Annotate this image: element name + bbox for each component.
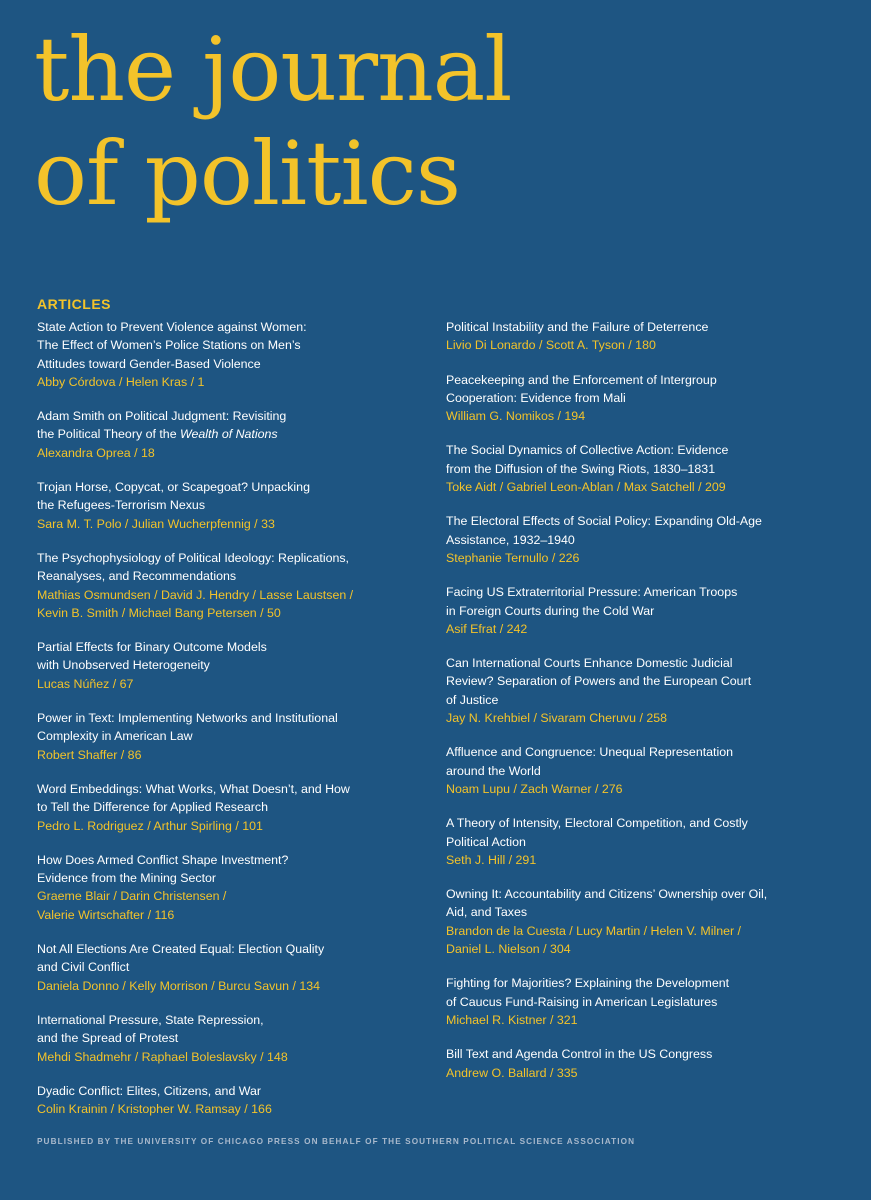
- article-title-line: Partial Effects for Binary Outcome Models: [37, 640, 267, 655]
- article-title-line: A Theory of Intensity, Electoral Competition, and Costly: [446, 816, 748, 831]
- article-byline: [446, 851, 846, 869]
- article-byline-line: Seth J. Hill / 291: [446, 852, 537, 867]
- article-entry: [446, 885, 846, 958]
- article-title-line: Dyadic Conflict: Elites, Citizens, and War: [37, 1083, 262, 1098]
- article-byline: [446, 780, 846, 798]
- article-byline: [37, 977, 407, 995]
- article-byline-line: Graeme Blair / Darin Christensen /: [37, 889, 227, 904]
- article-title-line: from the Diffusion of the Swing Riots, 1830–1831: [446, 461, 716, 476]
- article-byline-line: Lucas Núñez / 67: [37, 676, 134, 691]
- article-entry: [446, 371, 846, 426]
- article-byline: [37, 887, 407, 924]
- article-title: [446, 654, 846, 709]
- article-title-line: the Refugees-Terrorism Nexus: [37, 498, 206, 513]
- article-byline-line: Valerie Wirtschafter / 116: [37, 907, 175, 922]
- article-title-line: Cooperation: Evidence from Mali: [446, 390, 626, 405]
- article-byline: [37, 1048, 407, 1066]
- article-title: [37, 1011, 407, 1048]
- article-entry: [446, 318, 846, 355]
- article-title: [446, 318, 846, 336]
- article-title-line: The Effect of Women’s Police Stations on Men’s: [37, 338, 301, 353]
- article-byline-line: Toke Aidt / Gabriel Leon-Ablan / Max Satchell / 209: [446, 480, 726, 495]
- article-title-line: Review? Separation of Powers and the European Court: [446, 674, 752, 689]
- article-entry: [446, 743, 846, 798]
- article-entry: [37, 851, 407, 924]
- article-byline: [37, 586, 407, 623]
- article-byline-line: Livio Di Lonardo / Scott A. Tyson / 180: [446, 338, 656, 353]
- section-label-articles: ARTICLES: [37, 296, 111, 312]
- article-entry: [446, 1045, 846, 1082]
- article-title-line: to Tell the Difference for Applied Research: [37, 800, 268, 815]
- article-entry: [446, 512, 846, 567]
- article-byline: [37, 373, 407, 391]
- article-title: [446, 1045, 846, 1063]
- article-byline-line: Robert Shaffer / 86: [37, 747, 142, 762]
- article-entry: [37, 780, 407, 835]
- article-entry: [37, 638, 407, 693]
- article-title-line: Owning It: Accountability and Citizens’ Ownership over Oil,: [446, 887, 768, 902]
- article-title: [446, 814, 846, 851]
- article-title-line: The Electoral Effects of Social Policy: Expanding Old-Age: [446, 514, 762, 529]
- article-byline: [446, 709, 846, 727]
- article-byline-line: Daniel L. Nielson / 304: [446, 942, 571, 957]
- article-byline: [446, 407, 846, 425]
- article-byline-line: Michael R. Kistner / 321: [446, 1012, 578, 1027]
- article-title: [446, 371, 846, 408]
- article-title: [37, 478, 407, 515]
- article-title-line: Fighting for Majorities? Explaining the Development: [446, 976, 730, 991]
- publisher-footer: PUBLISHED BY THE UNIVERSITY OF CHICAGO PRESS ON BEHALF OF THE SOUTHERN POLITICAL SCIENCE ASSOCIATION: [37, 1137, 636, 1146]
- article-title-line: The Social Dynamics of Collective Action: Evidence: [446, 443, 729, 458]
- article-byline-line: Stephanie Ternullo / 226: [446, 550, 580, 565]
- article-title: [37, 709, 407, 746]
- article-entry: [37, 549, 407, 622]
- article-entry: [37, 1011, 407, 1066]
- article-title-text: the Political Theory of the: [37, 427, 181, 442]
- article-title-line: around the World: [446, 763, 541, 778]
- article-byline-line: Daniela Donno / Kelly Morrison / Burcu Savun / 134: [37, 978, 321, 993]
- article-entry: [446, 583, 846, 638]
- journal-title-line-1: the journal: [34, 18, 512, 121]
- article-title-line: International Pressure, State Repression,: [37, 1012, 264, 1027]
- article-entry: [37, 318, 407, 391]
- article-title-line: Evidence from the Mining Sector: [37, 871, 217, 886]
- article-title-line: Aid, and Taxes: [446, 905, 528, 920]
- article-byline-line: Sara M. T. Polo / Julian Wucherpfennig / 33: [37, 516, 275, 531]
- article-byline: [446, 922, 846, 959]
- article-entry: [446, 974, 846, 1029]
- article-title-line: The Psychophysiology of Political Ideology: Replications,: [37, 550, 349, 565]
- article-title: [37, 780, 407, 817]
- article-byline: [37, 746, 407, 764]
- article-title-line: How Does Armed Conflict Shape Investment?: [37, 852, 289, 867]
- article-title: [446, 441, 846, 478]
- article-byline-line: Noam Lupu / Zach Warner / 276: [446, 781, 623, 796]
- articles-column-right: [446, 318, 846, 1098]
- article-entry: [37, 709, 407, 764]
- article-title-italic: Wealth of Nations: [180, 427, 278, 442]
- article-byline: [37, 817, 407, 835]
- article-byline: [37, 515, 407, 533]
- article-title: [446, 974, 846, 1011]
- article-byline: [37, 675, 407, 693]
- article-title-line: Adam Smith on Political Judgment: Revisiting: [37, 409, 287, 424]
- article-byline-line: Jay N. Krehbiel / Sivaram Cheruvu / 258: [446, 711, 668, 726]
- article-title-line: and Civil Conflict: [37, 960, 130, 975]
- article-title: [37, 1082, 407, 1100]
- article-title-line: Can International Courts Enhance Domestic Judicial: [446, 656, 733, 671]
- article-byline: [446, 1064, 846, 1082]
- journal-title: [34, 18, 511, 226]
- article-title: [446, 512, 846, 549]
- article-title-line: Complexity in American Law: [37, 729, 193, 744]
- article-byline: [446, 620, 846, 638]
- article-byline: [446, 549, 846, 567]
- article-title-line: Attitudes toward Gender-Based Violence: [37, 356, 261, 371]
- article-byline-line: Pedro L. Rodriguez / Arthur Spirling / 101: [37, 818, 263, 833]
- article-title: [37, 851, 407, 888]
- article-title-line: with Unobserved Heterogeneity: [37, 658, 210, 673]
- article-title: [446, 583, 846, 620]
- article-title-line: Assistance, 1932–1940: [446, 532, 575, 547]
- article-byline-line: Abby Córdova / Helen Kras / 1: [37, 374, 205, 389]
- article-title: [446, 885, 846, 922]
- article-title-line: in Foreign Courts during the Cold War: [446, 603, 655, 618]
- article-byline: [446, 478, 846, 496]
- article-byline: [446, 336, 846, 354]
- article-byline-line: Brandon de la Cuesta / Lucy Martin / Helen V. Milner /: [446, 923, 742, 938]
- article-byline-line: Andrew O. Ballard / 335: [446, 1065, 578, 1080]
- article-title-line: Reanalyses, and Recommendations: [37, 569, 237, 584]
- article-entry: [37, 407, 407, 462]
- article-entry: [446, 654, 846, 727]
- article-entry: [37, 1082, 407, 1119]
- article-byline: [37, 1100, 407, 1118]
- article-title-line: Bill Text and Agenda Control in the US Congress: [446, 1047, 713, 1062]
- article-title-line: Power in Text: Implementing Networks and Institutional: [37, 711, 338, 726]
- article-entry: [37, 940, 407, 995]
- article-title-line: of Caucus Fund-Raising in American Legislatures: [446, 994, 718, 1009]
- article-byline-line: Colin Krainin / Kristopher W. Ramsay / 166: [37, 1102, 272, 1117]
- article-entry: [446, 441, 846, 496]
- journal-title-line-2: of politics: [34, 122, 461, 225]
- article-title-line: Peacekeeping and the Enforcement of Intergroup: [446, 372, 717, 387]
- article-title: [37, 638, 407, 675]
- article-byline-line: Mathias Osmundsen / David J. Hendry / Lasse Laustsen /: [37, 587, 354, 602]
- article-byline-line: Alexandra Oprea / 18: [37, 445, 155, 460]
- article-byline-line: Kevin B. Smith / Michael Bang Petersen / 50: [37, 605, 281, 620]
- article-title-line: of Justice: [446, 692, 499, 707]
- article-title: [446, 743, 846, 780]
- article-byline: [37, 444, 407, 462]
- article-title-line: Facing US Extraterritorial Pressure: American Troops: [446, 585, 738, 600]
- article-title-line: Affluence and Congruence: Unequal Representation: [446, 745, 734, 760]
- article-title: [37, 940, 407, 977]
- article-title-line: Political Instability and the Failure of Deterrence: [446, 320, 709, 334]
- article-byline-line: William G. Nomikos / 194: [446, 409, 586, 424]
- article-title-line: Trojan Horse, Copycat, or Scapegoat? Unpacking: [37, 480, 310, 495]
- article-entry: [37, 478, 407, 533]
- articles-column-left: [37, 318, 407, 1134]
- article-title-line: Word Embeddings: What Works, What Doesn’t, and How: [37, 781, 350, 796]
- article-title-line: Political Action: [446, 834, 526, 849]
- article-byline: [446, 1011, 846, 1029]
- article-title-line: [37, 425, 407, 443]
- article-byline-line: Mehdi Shadmehr / Raphael Boleslavsky / 148: [37, 1049, 288, 1064]
- article-entry: [446, 814, 846, 869]
- article-byline-line: Asif Efrat / 242: [446, 621, 528, 636]
- article-title: [37, 318, 407, 373]
- article-title-line: and the Spread of Protest: [37, 1031, 179, 1046]
- article-title: [37, 407, 407, 444]
- article-title-line: State Action to Prevent Violence against Women:: [37, 320, 307, 334]
- article-title: [37, 549, 407, 586]
- article-title-line: Not All Elections Are Created Equal: Election Quality: [37, 942, 325, 957]
